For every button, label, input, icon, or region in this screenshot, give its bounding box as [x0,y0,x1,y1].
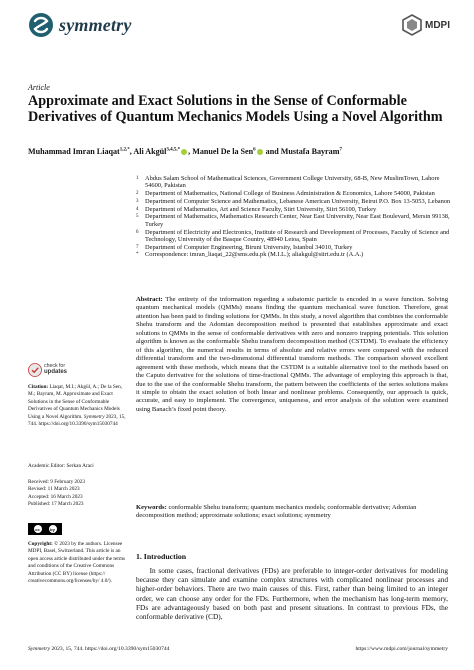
academic-editor: Academic Editor: Serkan Araci [28,463,94,469]
citation-journal: Symmetry [83,413,105,420]
date-revised: Revised: 11 March 2023 [28,486,80,493]
introduction-paragraph: In some cases, fractional derivatives (FDs) are preferable to integer-order derivatives for modeling because they can simulate and examine complex structures with complicated nonlinear processes and higher-order behaviors. There are two main causes of this. First, rather than being limited to an integer order, we can choose any order for the FDs. Furthermore, when the mechanism has long-term memory, FDs are advantageously based on both past and present situations. In contrast to previous FDs, the conformable derivative (CD), [136,566,449,622]
orcid-icon[interactable] [257,149,263,155]
affiliation-item [136,251,451,258]
page-footer [28,646,448,652]
affiliation-list [136,175,451,259]
affiliation-number: 5 [136,214,139,220]
author-affiliation-sup: 6 [253,147,256,153]
by-icon: by [50,526,55,532]
affiliation-text: Department of Computer Engineering, Biruni University, Istanbul 34010, Turkey [145,243,353,251]
author-separator: and [263,147,281,156]
affiliation-text: Department of Mathematics, Art and Science Faculty, Siirt University, Siirt 56100, Turkey [145,205,377,213]
affiliation-number: 2 [136,191,139,197]
affiliation-text: Department of Mathematics, Mathematics Research Center, Near East University, Near East Boulevard, Mersin 99138, Turkey [145,213,450,228]
affiliation-number: 4 [136,206,139,212]
affiliation-item [136,244,451,251]
author-separator: , [188,147,193,156]
introduction-text [136,566,448,621]
article-type-label: Article [28,83,50,92]
footer-cite[interactable]: 2023, 15, 744. https://doi.org/10.3390/sym15030744 [51,646,170,652]
author-affiliation-sup: 7 [339,147,342,153]
affiliation-number: 7 [136,244,139,250]
abstract [136,296,448,414]
check-for-updates-badge[interactable] [28,363,67,377]
citation-label: Citation: [28,384,49,390]
keywords-text: conformable Shehu transform; quantum mechanics models; conformable derivative; Adomian decomposition method; approximate solutions; exact solutions; symmetry [136,504,417,520]
affiliation-item [136,213,451,228]
copyright-label: Copyright: [28,541,53,547]
cc-by-license-badge[interactable] [28,523,62,535]
affiliation-number: 3 [136,198,139,204]
symmetry-logo-icon [28,12,54,38]
journal-name: symmetry [59,14,132,35]
mdpi-hexagon-icon [401,14,423,36]
section-heading: 1. Introduction [136,552,187,561]
author-affiliation-sup: 1,2,* [119,147,130,153]
affiliation-number: 6 [136,229,139,235]
cc-icon: cc [35,526,40,532]
author-name[interactable]: Mustafa Bayram [280,147,340,156]
footer-citation [28,646,169,652]
journal-logo[interactable] [28,12,132,38]
affiliation-text: Department of Mathematics, National College of Business Administration & Economics, Lahore 54000, Pakistan [145,190,435,198]
affiliation-item [136,190,451,197]
keywords-label: Keywords: [136,504,167,511]
article-title: Approximate and Exact Solutions in the Sense of Conformable Derivatives of Quantum Mechanics Models Using a Novel Algorithm [28,93,443,125]
copyright-block [28,541,128,586]
copyright-text: © 2023 by the authors. Licensee MDPI, Basel, Switzerland. This article is an open access article distributed under the terms and conditions of the Creative Commons Attribution (CC BY) license (https:// creativecommons.org/licenses/by/ 4.0/). [28,541,126,585]
affiliation-number: * [136,252,139,258]
footer-url[interactable]: https://www.mdpi.com/journal/symmetry [355,646,448,652]
affiliation-text: Department of Computer Science and Mathematics, Lebanese American University, Beirut P.O. Box 13-5053, Lebanon [145,197,451,205]
check-updates-line1: check for [44,363,66,370]
affiliation-item [136,206,451,213]
date-published: Published: 17 March 2023 [28,501,84,508]
author-name[interactable]: Manuel De la Sen [192,147,254,156]
check-updates-icon [28,363,42,377]
author-affiliation-sup: 3,4,5,* [166,147,181,153]
affiliation-text: Abdus Salam School of Mathematical Sciences, Government College University, 68-B, New MuslimTown, Lahore 54600, Pakistan [145,175,440,190]
date-received: Received: 9 February 2023 [28,479,86,485]
keywords [136,504,448,521]
footer-journal: Symmetry [28,646,51,652]
check-updates-line2: updates [44,369,68,375]
author-list [28,147,458,156]
affiliation-item [136,198,451,205]
citation-text: Liaqat, M.I.; Akgül, A.; De la Sen, M.; Bayram, M. Approximate and Exact Solutions in the Sense of Conformable Derivatives of Quantum Mechanics Models Using a Novel Algorithm. [28,384,123,420]
author-separator: , [129,147,134,156]
publisher-logo[interactable] [401,14,450,36]
affiliation-text: Department of Electricity and Electronics, Institute of Research and Development of Processes, Faculty of Science and Technology, University of the Basque Country, 48940 Leioa, Spain [145,228,450,243]
publisher-name: MDPI [425,19,450,31]
abstract-text: The entirety of the information regarding a subatomic particle is encoded in a wave function. Solving quantum mechanical models (QMMs) means finding the quantum mechanical wave function. Therefore, great attention has been paid to finding solutions for QMMs. In this study, a novel algorithm that combines the conformable Shehu transform and the Adomian decomposition method is presented that establishes approximate and exact solutions to QMMs in the sense of conformable derivatives with zero and nonzero trapping potentials. This solution algorithm is known as the conformable Shehu transform decomposition method (CSTDM). To evaluate the efficiency of this algorithm, the numerical results in terms of absolute and relative errors were compared with the reduced differential transform and the two-dimensional differential transform methods. The comparison showed excellent agreement with these methods, which means that the CSTDM is a suitable alternative tool to the methods based on the Caputo derivative for the solutions of time-fractional QMMs. The advantage of employing this approach is that, due to the use of the conformable Shehu transform, the pattern between the coefficients of the series solutions makes it simple to obtain the exact solution of both linear and nonlinear problems. Consequently, our approach is quick, accurate, and easy to implement. The convergence, uniqueness, and error analysis of the solution were examined using Banach’s fixed point theory. [136,296,448,413]
abstract-label: Abstract: [136,296,163,303]
affiliation-item [136,229,451,244]
author-name[interactable]: Ali Akgül [133,147,167,156]
orcid-icon[interactable] [181,149,187,155]
publication-dates [28,479,128,509]
author-name[interactable]: Muhammad Imran Liaqat [28,147,120,156]
affiliation-item [136,175,451,190]
citation-block [28,384,128,429]
affiliation-text: Correspondence: imran_liaqat_22@sms.edu.pk (M.I.L.); aliakgul@siirt.edu.tr (A.A.) [145,251,364,259]
citation-details: 2023, 15, 744. https://doi.org/10.3390/sym15030744 [28,413,126,428]
date-accepted: Accepted: 16 March 2023 [28,493,83,500]
affiliation-number: 1 [136,176,139,181]
